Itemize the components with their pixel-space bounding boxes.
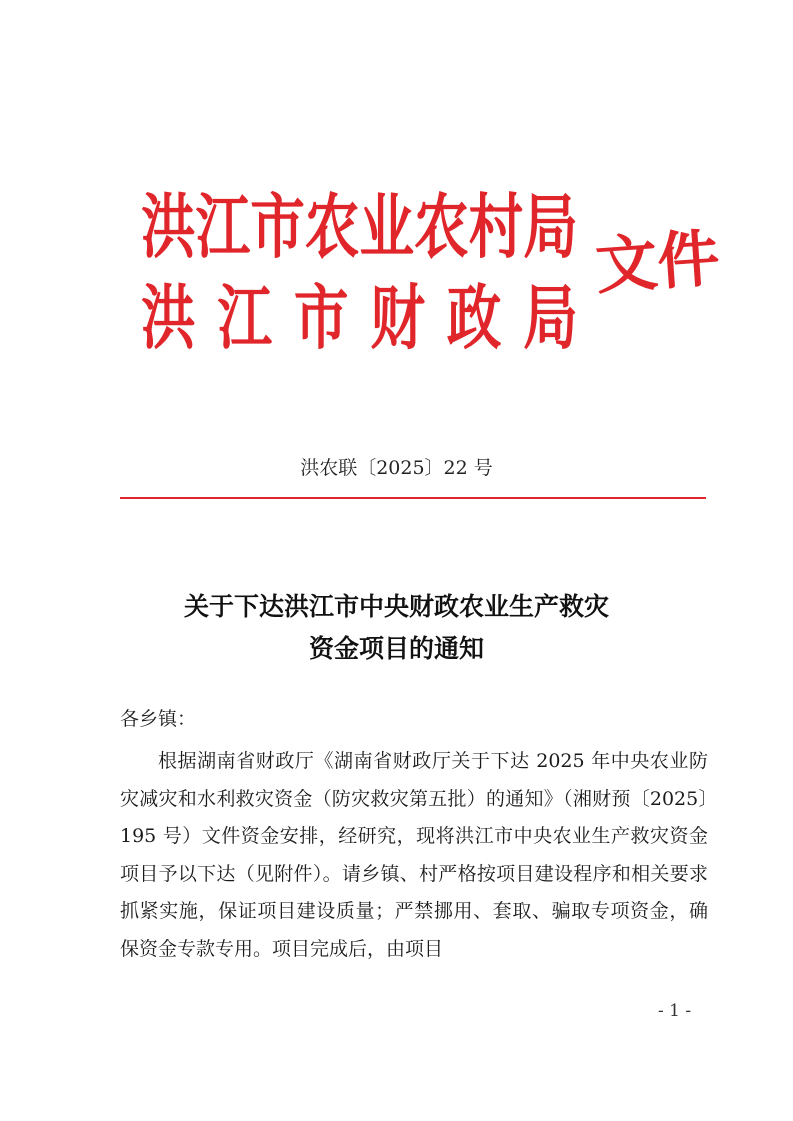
issuer-line-agriculture-bureau: 洪江市农业农村局 xyxy=(141,186,578,268)
page-number: - 1 - xyxy=(658,1001,692,1021)
body-paragraph: 根据湖南省财政厅《湖南省财政厅关于下达 2025 年中央农业防灾减灾和水利救灾资金（防灾救灾第五批）的通知》（湘财预〔2025〕195 号）文件资金安排，经研究，现将洪江市中央农业生产救灾资金项目予以下达（见附件）。请乡镇、村严格按项目建设程序和相关要求抓紧实施，保证项目建设质量；严禁挪用、套取、骗取专项资金，确保资金专款专用。项目完成后，由项目 xyxy=(120,750,708,960)
salutation: 各乡镇： xyxy=(120,708,197,730)
issuer-line-finance-bureau: 洪江市财政局 xyxy=(141,277,600,359)
notice-title-line-1: 关于下达洪江市中央财政农业生产救灾 xyxy=(183,592,609,621)
document-number: 洪农联〔2025〕22 号 xyxy=(300,457,493,479)
notice-title-line-2: 资金项目的通知 xyxy=(308,634,484,663)
red-divider-rule xyxy=(120,497,706,499)
header-document-suffix: 文件 xyxy=(593,221,722,303)
